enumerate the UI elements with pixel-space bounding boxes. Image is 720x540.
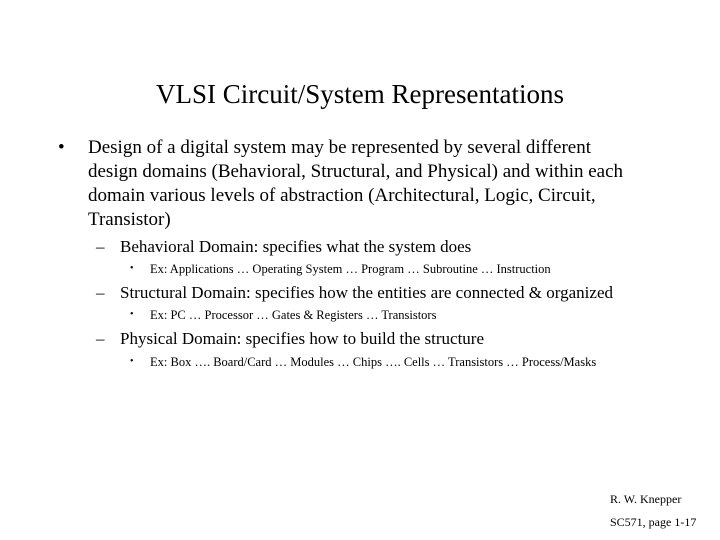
- footer-page-number: SC571, page 1-17: [610, 515, 697, 529]
- dot-marker: •: [130, 356, 134, 367]
- physical-domain-example: Ex: Box …. Board/Card … Modules … Chips …. Cells … Transistors … Process/Masks: [150, 355, 597, 369]
- physical-domain-heading: Physical Domain: specifies how to build the structure: [120, 329, 485, 348]
- dash-marker: –: [96, 329, 105, 348]
- structural-domain-example: Ex: PC … Processor … Gates & Registers … Transistors: [150, 308, 437, 322]
- behavioral-domain-heading: Behavioral Domain: specifies what the system does: [120, 237, 472, 256]
- main-bullet-line: domain various levels of abstraction (Architectural, Logic, Circuit,: [88, 185, 596, 206]
- main-bullet-line: Design of a digital system may be represented by several different: [88, 137, 591, 158]
- footer-author: R. W. Knepper: [610, 492, 682, 506]
- dot-marker: •: [130, 263, 134, 274]
- main-bullet-line: design domains (Behavioral, Structural, and Physical) and within each: [88, 161, 624, 182]
- main-bullet-text: [88, 136, 668, 232]
- dash-marker: –: [96, 237, 105, 256]
- dot-marker: •: [130, 309, 134, 320]
- main-bullet-line: Transistor): [88, 209, 171, 230]
- main-bullet-marker: •: [58, 137, 65, 158]
- page-title: VLSI Circuit/System Representations: [156, 79, 564, 109]
- dash-marker: –: [96, 283, 105, 302]
- structural-domain-heading: Structural Domain: specifies how the entities are connected & organized: [120, 283, 613, 302]
- behavioral-domain-example: Ex: Applications … Operating System … Program … Subroutine … Instruction: [150, 262, 551, 276]
